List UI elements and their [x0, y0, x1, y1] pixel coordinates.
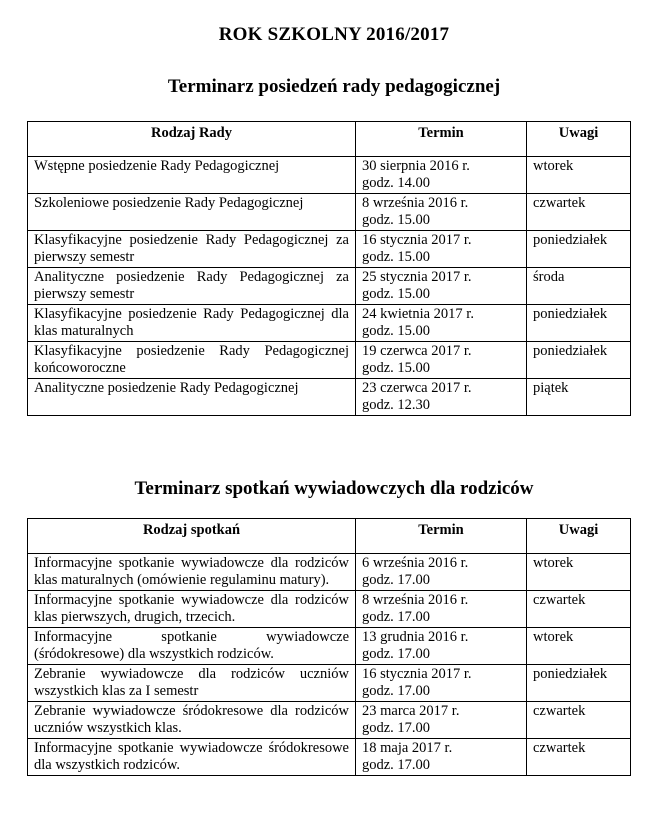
meeting-date: 6 września 2016 r. — [362, 555, 469, 571]
meeting-kind-cell: Szkoleniowe posiedzenie Rady Pedagogicznej — [28, 194, 356, 231]
meeting-kind-cell: Zebranie wywiadowcze śródokresowe dla rodziców uczniów wszystkich klas. — [28, 702, 356, 739]
weekday-note-cell: wtorek — [527, 554, 631, 591]
meeting-date-cell — [356, 194, 527, 231]
weekday-note-cell: wtorek — [527, 157, 631, 194]
parent-meetings-body — [28, 554, 631, 776]
meeting-time: godz. 17.00 — [362, 683, 431, 699]
section-title-council-meetings: Terminarz posiedzeń rady pedagogicznej — [167, 76, 501, 97]
meeting-time: godz. 17.00 — [362, 572, 431, 588]
meeting-time: godz. 17.00 — [362, 720, 431, 736]
meeting-date: 23 marca 2017 r. — [362, 703, 460, 719]
meeting-time: godz. 15.00 — [362, 360, 431, 376]
council-meetings-body — [28, 157, 631, 416]
weekday-note-cell: czwartek — [527, 702, 631, 739]
weekday-note-cell: czwartek — [527, 194, 631, 231]
table-row — [28, 305, 631, 342]
weekday-note-cell: poniedziałek — [527, 305, 631, 342]
table-row — [28, 342, 631, 379]
page-title: ROK SZKOLNY 2016/2017 — [218, 24, 450, 45]
meeting-time: godz. 15.00 — [362, 323, 431, 339]
table-header-row — [28, 122, 631, 157]
table-row — [28, 628, 631, 665]
meeting-date: 23 czerwca 2017 r. — [362, 380, 472, 396]
meeting-date-cell — [356, 342, 527, 379]
meeting-kind-cell: Informacyjne spotkanie wywiadowcze (śródokresowe) dla wszystkich rodziców. — [28, 628, 356, 665]
table-row — [28, 702, 631, 739]
meeting-kind-cell: Wstępne posiedzenie Rady Pedagogicznej — [28, 157, 356, 194]
meeting-date: 18 maja 2017 r. — [362, 740, 453, 756]
meeting-date: 25 stycznia 2017 r. — [362, 269, 472, 285]
column-header-date: Termin — [356, 519, 527, 554]
meeting-time: godz. 17.00 — [362, 609, 431, 625]
column-header-notes: Uwagi — [527, 519, 631, 554]
meeting-kind-cell: Analityczne posiedzenie Rady Pedagogicznej za pierwszy semestr — [28, 268, 356, 305]
meeting-kind-cell: Informacyjne spotkanie wywiadowcze dla rodziców klas pierwszych, drugich, trzecich. — [28, 591, 356, 628]
meeting-date: 24 kwietnia 2017 r. — [362, 306, 474, 322]
table-row — [28, 231, 631, 268]
meeting-date-cell — [356, 231, 527, 268]
weekday-note-cell: czwartek — [527, 591, 631, 628]
meeting-kind-cell: Informacyjne spotkanie wywiadowcze dla rodziców klas maturalnych (omówienie regulaminu matury). — [28, 554, 356, 591]
meeting-time: godz. 17.00 — [362, 646, 431, 662]
parent-meetings-table — [27, 518, 631, 776]
table-row — [28, 379, 631, 416]
meeting-kind-cell: Informacyjne spotkanie wywiadowcze śródokresowe dla wszystkich rodziców. — [28, 739, 356, 776]
meeting-date: 30 sierpnia 2016 r. — [362, 158, 470, 174]
council-meetings-table — [27, 121, 631, 416]
table-row — [28, 591, 631, 628]
meeting-date-cell — [356, 665, 527, 702]
weekday-note-cell: środa — [527, 268, 631, 305]
section-title-parent-meetings: Terminarz spotkań wywiadowczych dla rodziców — [134, 478, 534, 499]
column-header-date: Termin — [356, 122, 527, 157]
meeting-date: 16 stycznia 2017 r. — [362, 232, 472, 248]
column-header-kind: Rodzaj Rady — [28, 122, 356, 157]
meeting-kind-cell: Analityczne posiedzenie Rady Pedagogicznej — [28, 379, 356, 416]
meeting-kind-cell: Klasyfikacyjne posiedzenie Rady Pedagogicznej końcoworoczne — [28, 342, 356, 379]
meeting-date-cell — [356, 554, 527, 591]
meeting-date-cell — [356, 379, 527, 416]
weekday-note-cell: piątek — [527, 379, 631, 416]
weekday-note-cell: poniedziałek — [527, 665, 631, 702]
meeting-time: godz. 15.00 — [362, 286, 431, 302]
weekday-note-cell: wtorek — [527, 628, 631, 665]
meeting-date: 8 września 2016 r. — [362, 195, 469, 211]
column-header-notes: Uwagi — [527, 122, 631, 157]
table-header-row — [28, 519, 631, 554]
table-row — [28, 665, 631, 702]
meeting-date-cell — [356, 305, 527, 342]
meeting-date: 16 stycznia 2017 r. — [362, 666, 472, 682]
meeting-kind-cell: Klasyfikacyjne posiedzenie Rady Pedagogicznej za pierwszy semestr — [28, 231, 356, 268]
meeting-date: 13 grudnia 2016 r. — [362, 629, 469, 645]
table-row — [28, 157, 631, 194]
meeting-date-cell — [356, 268, 527, 305]
meeting-date-cell — [356, 591, 527, 628]
meeting-date-cell — [356, 628, 527, 665]
meeting-time: godz. 15.00 — [362, 249, 431, 265]
weekday-note-cell: poniedziałek — [527, 231, 631, 268]
weekday-note-cell: czwartek — [527, 739, 631, 776]
meeting-time: godz. 14.00 — [362, 175, 431, 191]
table-row — [28, 268, 631, 305]
table-row — [28, 194, 631, 231]
table-row — [28, 739, 631, 776]
meeting-date: 19 czerwca 2017 r. — [362, 343, 472, 359]
meeting-time: godz. 17.00 — [362, 757, 431, 773]
meeting-date-cell — [356, 702, 527, 739]
weekday-note-cell: poniedziałek — [527, 342, 631, 379]
meeting-time: godz. 15.00 — [362, 212, 431, 228]
meeting-time: godz. 12.30 — [362, 397, 431, 413]
meeting-kind-cell: Zebranie wywiadowcze dla rodziców uczniów wszystkich klas za I semestr — [28, 665, 356, 702]
meeting-kind-cell: Klasyfikacyjne posiedzenie Rady Pedagogicznej dla klas maturalnych — [28, 305, 356, 342]
meeting-date-cell — [356, 739, 527, 776]
meeting-date-cell — [356, 157, 527, 194]
column-header-kind: Rodzaj spotkań — [28, 519, 356, 554]
table-row — [28, 554, 631, 591]
meeting-date: 8 września 2016 r. — [362, 592, 469, 608]
